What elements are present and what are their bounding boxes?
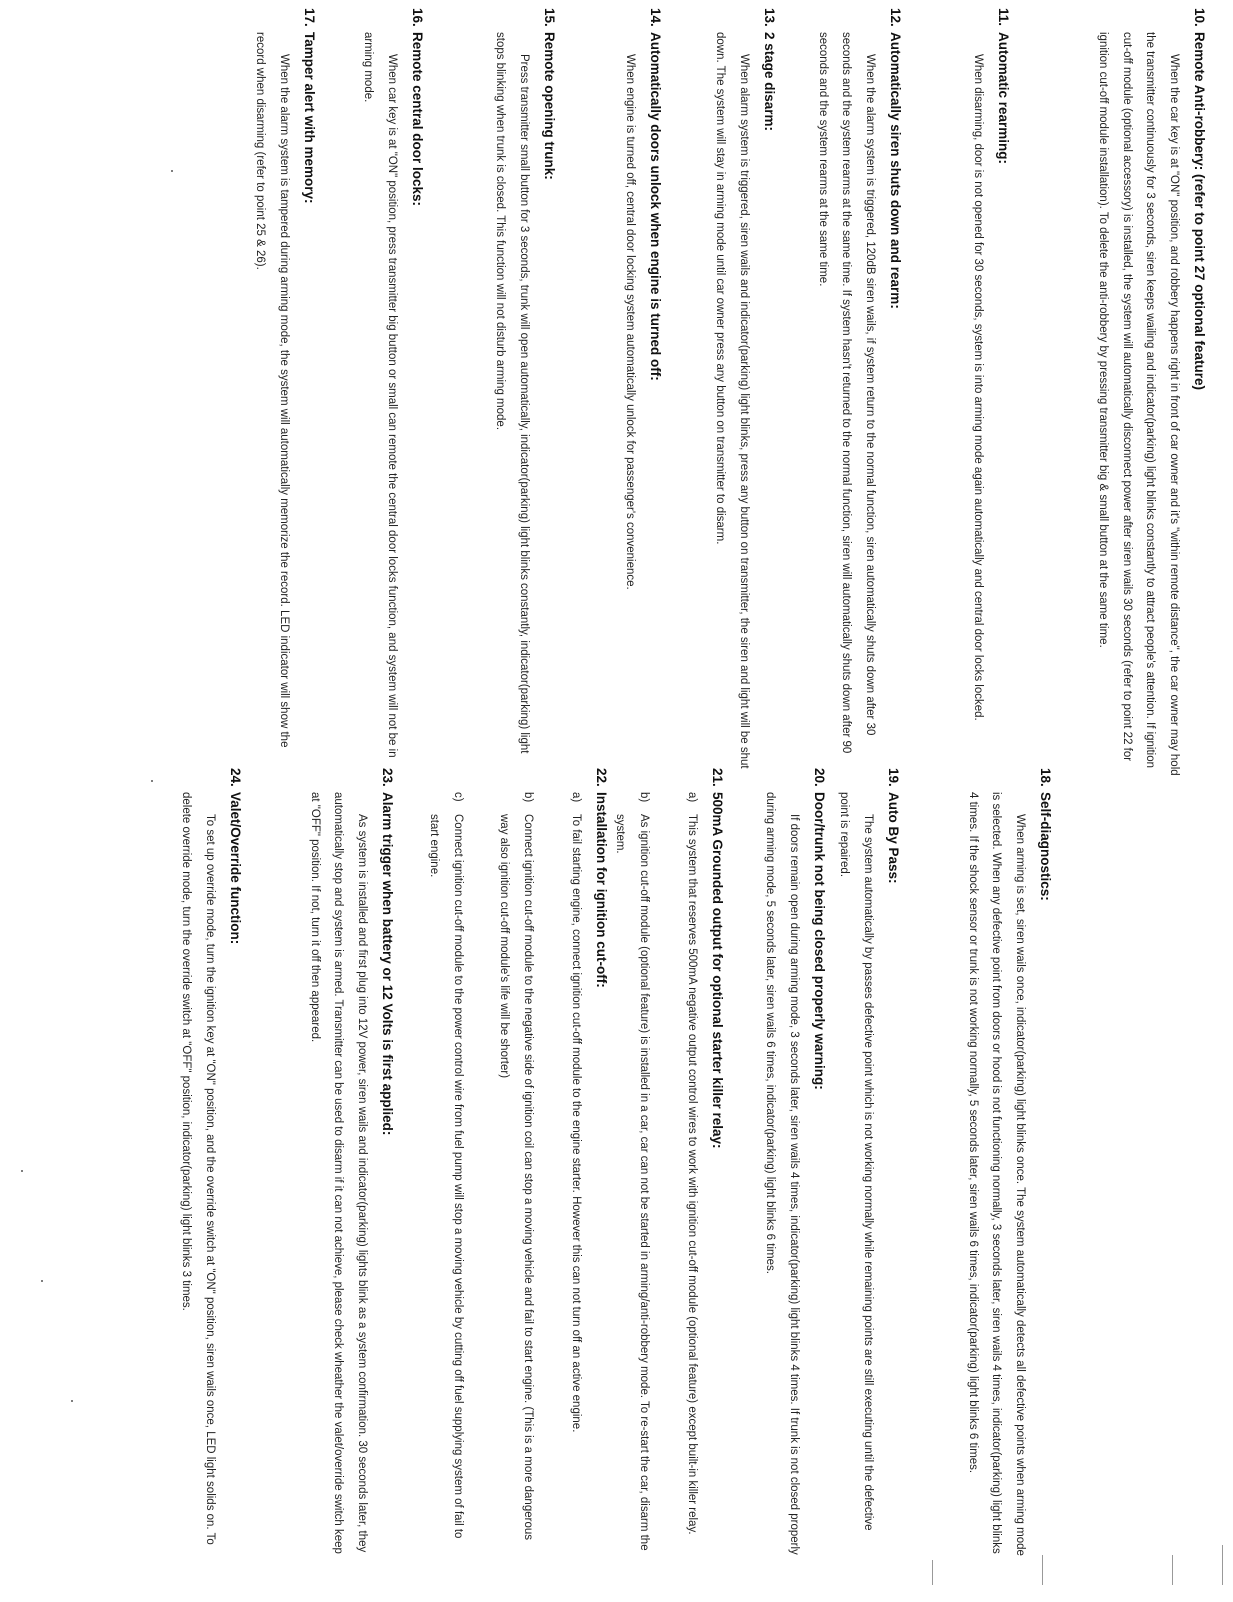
subitem-label: a) [686, 792, 698, 803]
section-number: 16. [410, 8, 425, 27]
section-body [708, 32, 755, 778]
section-title: Door/trunk not being closed properly warning: [812, 792, 827, 1090]
section-11 [931, 8, 1011, 778]
section-18 [913, 768, 1053, 1558]
section-title: Automatically siren shuts down and rearm: [888, 32, 903, 309]
subitem-label: b) [638, 792, 650, 803]
scan-speck [171, 170, 173, 172]
section-23 [295, 768, 395, 1558]
section-20 [737, 768, 827, 1558]
section-body [303, 792, 374, 1558]
section-number: 21. [710, 768, 725, 787]
section-body [832, 792, 879, 1558]
section-title: Installation for ignition cut-off: [594, 792, 609, 988]
section-19 [831, 768, 901, 1558]
section-body [618, 32, 642, 778]
subitem-label: b) [522, 792, 534, 803]
section-title: Automatic rearming: [996, 32, 1011, 165]
scan-speck [151, 780, 153, 782]
section-number: 10. [1192, 8, 1207, 27]
section-number: 22. [594, 768, 609, 787]
section-14 [583, 8, 663, 778]
section-body [248, 32, 295, 778]
section-body [488, 32, 535, 778]
section-paragraph: When car key is at "ON" position, press transmitter big button or small can remote the central door locks function, and system will not be in arming mode. [362, 32, 398, 758]
section-title: 500mA Grounded output for optional starter killer relay: [710, 792, 725, 1149]
section-21 [605, 768, 725, 1558]
subitem-text: To fail starting engine, connect ignition cut-off module to the engine starter. However this can not turn off an active engine. [570, 814, 582, 1433]
section-22 [428, 768, 609, 1558]
section-13 [677, 8, 777, 778]
section-title: Automatically doors unlock when engine is turned off: [648, 32, 663, 381]
section-paragraph: To set up override mode, turn the ignition key at "ON" position, and the override switch at "ON" position, siren wails once, LED light solids on. To delete override mode, turn the override switch at "OFF" position, indicator(parking) light blinks 3 times. [180, 792, 216, 1545]
section-number: 18. [1038, 768, 1053, 787]
section-number: 11. [996, 8, 1011, 27]
subitem-text: Connect ignition cut-off module to the power control wire from fuel pump will stop a moving vehicle by cutting off fuel supplying system of fail to start engine. [428, 814, 464, 1539]
section-number: 24. [228, 768, 243, 787]
scan-speck [41, 1280, 43, 1282]
section-number: 19. [886, 768, 901, 787]
subitem-label: a) [570, 792, 582, 803]
section-number: 13. [762, 8, 777, 27]
section-paragraph: As system is installed and first plug into 12V power, siren wails and indicator(parking) lights blink as a system confirmation. 30 seconds later, they automatically stop and system is armed. Transmitter can be used to disarm if it can not achieve, please check wheather the valet/override switch keep at "OFF" position. If not, turn it off then appeared. [309, 792, 368, 1554]
section-paragraph: If doors remain open during arming mode, 3 seconds later, siren wails 4 times, indicator(parking) light blinks 4 times. If trunk is not closed properly during arming mode, 5 seconds later, siren wails 6 times, indicator(parking) light blinks 6 times. [764, 792, 800, 1555]
section-body [356, 32, 403, 778]
section-number: 17. [302, 8, 317, 27]
subitem-text: As ignition cut-off module (optional feature) is installed in a car, car can not be started in arming/anti-robbery mode. To re-start the car, disarm the system. [614, 814, 650, 1551]
scan-speck [71, 1400, 73, 1402]
section-body [174, 792, 221, 1558]
section-body [1091, 32, 1185, 778]
section-17 [217, 8, 317, 778]
section-paragraph: Press transmitter small button for 3 seconds, trunk will open automatically, indicator(parking) light blinks constantly, indicator(parking) light stops blinking when trunk is closed. This function will not disturb arming mode. [494, 32, 530, 754]
section-24 [153, 768, 243, 1558]
section-number: 14. [648, 8, 663, 27]
section-paragraph: When the alarm system is tampered during arming mode, the system will automatically memorize the record. LED indicator will show the record when disarming (refer to point 25 & 26). [254, 32, 290, 748]
section-paragraph: When disarming, door is not opened for 30 seconds, system is into arming mode again automatically and central door locks locked. [972, 54, 984, 721]
section-title: Remote Anti-robbery: (refer to point 27 optional feature) [1192, 32, 1207, 391]
section-title: 2 stage disarm: [762, 32, 777, 132]
section-number: 12. [888, 8, 903, 27]
section-title: Auto By Pass: [886, 792, 901, 884]
section-title: Remote opening trunk: [542, 32, 557, 180]
section-10 [1007, 8, 1207, 778]
section-title: Remote central door locks: [410, 32, 425, 207]
section-body [966, 32, 990, 778]
section-paragraph: When the alarm system is triggered, 120dB siren wails, if system return to the normal function, siren automatically shuts down after 30 seconds and the system rearms at the same time. If system hasn't returned to the normal function, siren will automatically shuts down after 90 seconds and the system rearms at the same time. [817, 32, 876, 754]
section-15 [457, 8, 557, 778]
section-paragraph: When engine is turned off, central door locking system automatically unlock for passenger's convenience. [624, 54, 636, 590]
section-16 [345, 8, 425, 778]
section-number: 15. [542, 8, 557, 27]
scan-edge-mark [1042, 1555, 1043, 1585]
scan-edge-mark [1172, 1555, 1173, 1585]
section-12 [803, 8, 903, 778]
scan-edge-mark [932, 1560, 933, 1585]
section-body [961, 792, 1032, 1558]
scan-edge-mark [1222, 1545, 1223, 1585]
section-number: 20. [812, 768, 827, 787]
section-paragraph: When alarm system is triggered, siren wails and indicator(parking) light blinks, press any button on transmitter, the siren and light will be shut down. The system will stay in arming mode until car owner press any button on transmitter to disarm. [714, 32, 750, 769]
section-number: 23. [380, 768, 395, 787]
section-title: Tamper alert with memory: [302, 32, 317, 204]
subitem-text: This system that reserves 500mA negative output control wires to work with ignition cut-off module (optional feature) except built-in killer relay. [686, 814, 698, 1535]
section-paragraph: When arming is set, siren wails once, indicator(parking) light blinks once. The system automatically detects all defective points when arming mode is selected. When any defective point from doors or hood is not functioning normally, 3 seconds later, siren wails 4 times, indicator(parking) light blinks 4 times. If the shock sensor or trunk is not working normally, 5 seconds later, siren wails 6 times, indicator(parking) light blinks 6 times. [967, 792, 1026, 1556]
section-body [758, 792, 805, 1558]
section-body [811, 32, 882, 778]
section-paragraph: The system automatically by passes defective point which is not working normally while remaining points are still executing until the defective point is repaired. [838, 792, 874, 1531]
section-paragraph: When the car key is at "ON" position, and robbery happens right in front of car owner and it's "within remote distance", the car owner may hold the transmitter continuously for 3 seconds, siren keeps wailing and indicator(parking) light blinks constantly to attract people's attention. If ignition cut-off module (optional accessory) is installed, the system will automatically disconnect power after siren wails 30 seconds (refer to point 22 for ignition cut-off module installation). To delete the anti-robbery by pressing transmitter big & small button at the same time. [1097, 32, 1180, 776]
section-title: Self-diagnostics: [1038, 792, 1053, 901]
scan-speck [21, 1170, 23, 1172]
subitem-label: c) [452, 792, 464, 802]
section-title: Valet/Override function: [228, 792, 243, 945]
subitem-text: Connect ignition cut-off module to the negative side of ignition coil can stop a moving vehicle and fail to start engine. (This is a more dangerous way also ignition cut-off module's life will be shorter) [498, 814, 534, 1540]
section-title: Alarm trigger when battery or 12 Volts is first applied: [380, 792, 395, 1136]
